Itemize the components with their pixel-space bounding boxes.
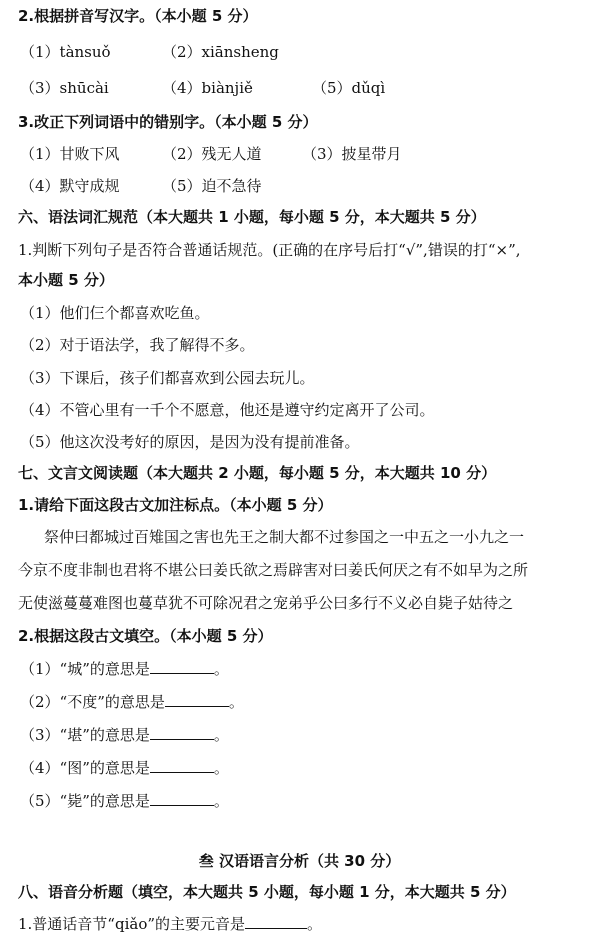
q2-heading: 2.根据拼音写汉字。（本小题 5 分） <box>18 7 258 25</box>
q2-item: （2）xiānsheng <box>162 43 279 61</box>
q2-item: （4）biànjiě <box>162 79 253 97</box>
fill-item <box>20 725 229 745</box>
fill-prefix: （3）“堪”的意思是 <box>20 726 150 744</box>
sec8-q1 <box>18 914 322 934</box>
part-3-title: 叁 汉语语言分析（共 30 分） <box>198 852 401 870</box>
q3-item: （3）披星带月 <box>302 145 402 163</box>
sec6-q1-line2: 本小题 5 分） <box>18 271 114 289</box>
q3-item: （5）迫不急待 <box>162 177 262 195</box>
sec7-q2-heading: 2.根据这段古文填空。（本小题 5 分） <box>18 627 273 645</box>
fill-suffix: 。 <box>213 726 229 744</box>
fill-prefix: （5）“毙”的意思是 <box>20 792 150 810</box>
q3-row-1 <box>20 144 402 164</box>
fill-prefix: （2）“不度”的意思是 <box>20 693 165 711</box>
section-8-heading: 八、语音分析题（填空，本大题共 5 小题，每小题 1 分，本大题共 5 分） <box>18 883 516 901</box>
fill-item <box>20 659 229 679</box>
q3-item: （2）残无人道 <box>162 145 262 163</box>
q2-row-1 <box>20 42 279 62</box>
passage-line: 无使滋蔓蔓难图也蔓草犹不可除况君之宠弟乎公曰多行不义必自毙子姑待之 <box>18 594 514 612</box>
sec8-q1-prefix: 1.普通话音节“qiǎo”的主要元音是 <box>18 915 246 933</box>
answer-blank[interactable] <box>245 914 307 929</box>
sec6-q1-line1: 1.判断下列句子是否符合普通话规范。(正确的在序号后打“√”,错误的打“×”, <box>18 241 521 259</box>
fill-prefix: （1）“城”的意思是 <box>20 660 150 678</box>
sec6-item: （4）不管心里有一千个不愿意，他还是遵守约定离开了公司。 <box>20 401 435 419</box>
fill-item <box>20 692 244 712</box>
passage-line: 今京不度非制也君将不堪公曰姜氏欲之焉辟害对曰姜氏何厌之有不如早为之所 <box>18 561 529 579</box>
section-7-heading: 七、文言文阅读题（本大题共 2 小题，每小题 5 分，本大题共 10 分） <box>18 464 497 482</box>
section-6-heading: 六、语法词汇规范（本大题共 1 小题，每小题 5 分，本大题共 5 分） <box>18 208 486 226</box>
fill-suffix: 。 <box>213 759 229 777</box>
q2-item: （1）tànsuǒ <box>20 43 111 61</box>
passage-line: 祭仲曰都城过百雉国之害也先王之制大都不过参国之一中五之一小九之一 <box>44 528 525 546</box>
answer-blank[interactable] <box>150 758 214 773</box>
sec6-item: （2）对于语法学，我了解得不多。 <box>20 336 255 354</box>
sec6-item: （1）他们仨个都喜欢吃鱼。 <box>20 304 210 322</box>
answer-blank[interactable] <box>150 725 214 740</box>
q2-item: （3）shūcài <box>20 79 109 97</box>
q2-item: （5）dǔqì <box>312 79 386 97</box>
sec8-q1-suffix: 。 <box>307 915 323 933</box>
answer-blank[interactable] <box>150 791 214 806</box>
fill-item <box>20 791 229 811</box>
q3-heading: 3.改正下列词语中的错别字。（本小题 5 分） <box>18 113 318 131</box>
fill-suffix: 。 <box>213 660 229 678</box>
q3-item: （4）默守成规 <box>20 177 120 195</box>
sec7-q1-heading: 1.请给下面这段古文加注标点。（本小题 5 分） <box>18 496 333 514</box>
answer-blank[interactable] <box>165 692 229 707</box>
q3-row-2 <box>20 176 262 196</box>
answer-blank[interactable] <box>150 659 214 674</box>
q3-item: （1）甘败下风 <box>20 145 120 163</box>
sec6-item: （5）他这次没考好的原因，是因为没有提前准备。 <box>20 433 360 451</box>
sec6-item: （3）下课后，孩子们都喜欢到公园去玩儿。 <box>20 369 315 387</box>
fill-suffix: 。 <box>213 792 229 810</box>
fill-suffix: 。 <box>228 693 244 711</box>
fill-item <box>20 758 229 778</box>
fill-prefix: （4）“图”的意思是 <box>20 759 150 777</box>
q2-row-2 <box>20 78 385 98</box>
